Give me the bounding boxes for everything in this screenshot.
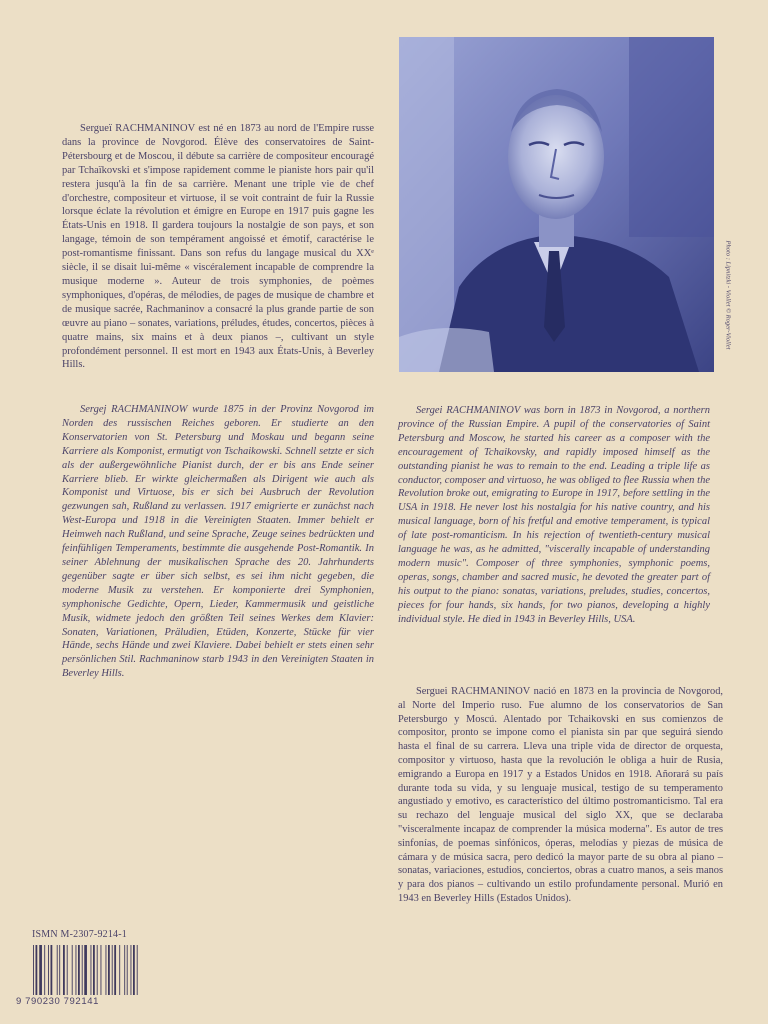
barcode-bar: [101, 945, 102, 995]
barcode-bar: [124, 945, 125, 995]
barcode-bar: [106, 945, 107, 995]
barcode-bar: [59, 945, 60, 995]
barcode-bar: [108, 945, 110, 995]
barcode-bar: [82, 945, 83, 995]
barcode-bar: [44, 945, 45, 995]
barcode-bar: [112, 945, 113, 995]
barcode-bar: [76, 945, 77, 995]
barcode-bar: [72, 945, 73, 995]
barcode-bar: [84, 945, 87, 995]
barcode-bar: [39, 945, 42, 995]
barcode-bar: [114, 945, 116, 995]
barcode-bar: [67, 945, 68, 995]
barcode-bar: [119, 945, 120, 995]
biography-english: Sergei RACHMANINOV was born in 1873 in Novgorod, a northern province of the Russian Empire. A pupil of the conservatories of Saint Petersburg and Moscow, he started his career as a composer with the encouragement of Tchaikovsky, and rapidly imposed himself as the outstanding pianist he was to remain to the end. Leading a triple life as conductor, composer and virtuoso, he was obliged to flee Russia when the Revolution broke out, emigrating to Europe in 1917, before settling in the USA in 1918. He never lost his nostalgia for his native country, and his musical language, born of his fretful and emotive temperament, is typical of late post-romanticism. In his rejection of twentieth-century musical language he was, as he admitted, "viscerally incapable of understanding modern music". Composer of three symphonies, symphonic poems, operas, songs, chamber and sacred music, he devoted the greater part of his output to the piano: sonatas, variations, preludes, studies, concertos, pieces for four hands, six hands, for two pianos, developing a highly individual style. He died in 1943 in Beverley Hills, USA.: [398, 405, 710, 625]
barcode-bar: [127, 945, 128, 995]
biography-german: Sergej RACHMANINOW wurde 1875 in der Provinz Novgorod im Norden des russischen Reiches geboren. Er studierte an den Konservatorien von St. Petersburg und Moskau und begann seine Karriere als Komponist, ermutigt von Tschaikowski. Schnell setzte er sich als der außergewöhnliche Pianist durch, der er bis ans Ende seiner Karriere blieb. Er wirkte gleichermaßen als Dirigent wie auch als Komponist und Virtuose, bis er sich bei Ausbruch der Revolution gezwungen sah, Rußland zu verlassen. 1917 emigrierte er zunächst nach West-Europa und 1918 in die Vereinigten Staaten. Immer behielt er Heimweh nach Rußland, und seine Sprache, Zeuge seines bedrückten und feinfühligen Temperaments, bestimmte die ausgehende Post-Romantik. In seiner Ablehnung der musikalischen Sprache des 20. Jahrhunderts gegenüber sagte er über sich selbst, es sei ihm nicht gegeben, die moderne Musik zu verstehen. Er komponierte drei Symphonien, symphonische Gedichte, Opern, Lieder, Kammermusik und geistliche Musik, widmete jedoch den größten Teil seines Werkes dem Klavier: Sonaten, Variationen, Präludien, Etüden, Konzerte, Stücke für vier Hände, sechs Hände und zwei Klaviere. Dabei behielt er stets einen sehr persönlichen Stil. Rachmaninow starb 1943 in den Vereinigten Staaten in Beverley Hills.: [62, 404, 374, 680]
barcode-bar: [63, 945, 65, 995]
biography-spanish: Serguei RACHMANINOV nació en 1873 en la provincia de Novgorod, al Norte del Imperio ruso. Fue alumno de los conservatorios de San Petersburgo y Moscú. Alentado por Tchaikovski en sus comienzos de compositor, pronto se impone como el pianista sin par que seguirá siendo hasta el final de su carrera. Lleva una triple vida de director de orquesta, compositor y virtuoso, hasta que la revolución le obliga a huir de Rusia, emigrando a Europa en 1917 y a Estados Unidos en 1918. Añorará su país durante toda su vida, y su lenguaje musical, testigo de su temperamento angustiado y emotivo, es característico del último postromanticismo. Tal era su rechazo del lenguaje musical del siglo XX, que se declaraba "visceralmente incapaz de comprender la música moderna". Es autor de tres sinfonías, de poemas sinfónicos, óperas, melodías y piezas de música de cámara y de música sacra, pero dedicó la mayor parte de su obra al piano – sonatas, variaciones, estudios, conciertos, obras a cuatro manos, a seis manos y para dos pianos – cultivando un estilo profundamente personal. Murió en 1943 en Beverley Hills (Estados Unidos).: [398, 686, 723, 904]
barcode-digits: 9 790230 792141: [16, 996, 99, 1007]
barcode-bar: [91, 945, 92, 995]
ismn-number: ISMN M-2307-9214-1: [32, 929, 127, 940]
barcode-bar: [78, 945, 80, 995]
barcode-bar: [133, 945, 135, 995]
barcode-bar: [57, 945, 58, 995]
barcode-bar: [33, 945, 34, 995]
barcode-bar: [97, 945, 98, 995]
barcode-bar: [93, 945, 95, 995]
barcode-bar: [137, 945, 138, 995]
barcode-bar: [131, 945, 132, 995]
barcode-bar: [48, 945, 49, 995]
barcode-bar: [36, 945, 38, 995]
portrait-photo: [399, 37, 714, 372]
barcode-bar: [51, 945, 53, 995]
biography-french: Sergueï RACHMANINOV est né en 1873 au nord de l'Empire russe dans la province de Novgorod. Élève des conservatoires de Saint-Pétersbourg et de Moscou, il débute sa carrière de compositeur encouragé par Tchaïkovski et s'impose rapidement comme le pianiste hors pair qu'il restera jusqu'à la fin de sa carrière. Menant une triple vie de chef d'orchestre, compositeur et virtuose, il se voit contraint de fuir la Russie lorsque éclate la révolution et émigre en Europe en 1917 puis gagne les États-Unis en 1918. Il gardera toujours la nostalgie de son pays, et son langage, témoin de son tempérament angoissé et émotif, caractérise le post-romantisme finissant. Dans son refus du langage musical du XXᵉ siècle, il se disait lui-même « viscéralement incapable de comprendre la musique moderne ». Auteur de trois symphonies, de poèmes symphoniques, d'opéras, de mélodies, de pages de musique de chambre et de musique sacrée, Rachmaninov a consacré la plus grande partie de son œuvre au piano – sonates, variations, préludes, études, concertos, pièces à quatre mains, six mains et à deux pianos –, cultivant un style profondément personnel. Il est mort en 1943 aux États-Unis, à Beverley Hills.: [62, 123, 374, 371]
photo-credit: Photo : Lipnitzki - Viollet © Roger-Viollet: [724, 240, 732, 350]
